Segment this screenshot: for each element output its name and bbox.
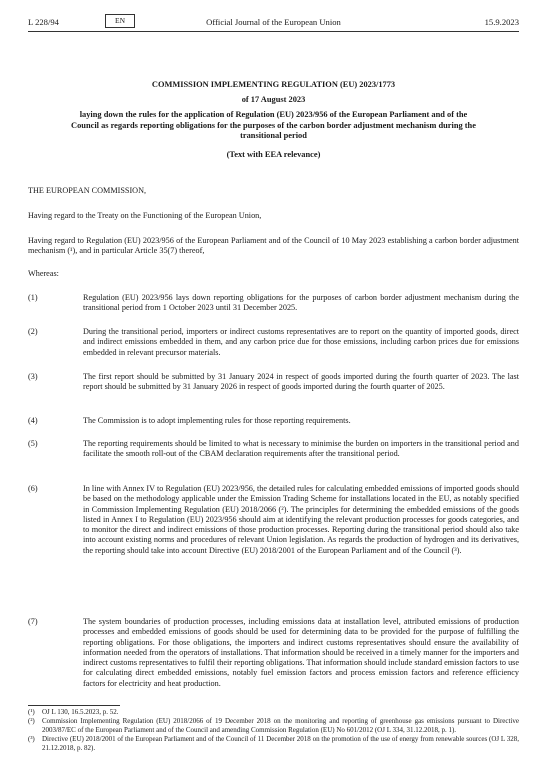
recital-text: Regulation (EU) 2023/956 lays down reporting obligations for the purposes of carbon border adjustment mechanism during the transitional period from 1 October 2023 until 31 December 2025. bbox=[83, 293, 519, 313]
recital-number: (5) bbox=[28, 439, 38, 448]
recital-5 bbox=[28, 439, 519, 460]
footnote-text: Commission Implementing Regulation (EU) 2018/2066 of 19 December 2018 on the monitoring and reporting of greenhouse gas emissions pursuant to Directive 2003/87/EC of the European Parliament and of the Council and amending Commission Regulation (EU) No 601/2012 (OJ L 334, 31.12.2018, p. 1). bbox=[42, 717, 519, 734]
footnote-3 bbox=[28, 735, 519, 753]
recital-6 bbox=[28, 484, 519, 556]
recital-number: (2) bbox=[28, 327, 38, 336]
journal-title: Official Journal of the European Union bbox=[206, 17, 341, 27]
language-badge: EN bbox=[105, 14, 135, 28]
recital-text: The reporting requirements should be limited to what is necessary to minimise the burden on importers in the transitional period and facilitate the smooth roll-out of the CBAM declaration requirements after the transitional period. bbox=[83, 439, 519, 459]
footnote-text: Directive (EU) 2018/2001 of the European Parliament and of the Council of 11 December 2018 on the promotion of the use of energy from renewable sources (OJ L 328, 21.12.2018, p. 82). bbox=[42, 735, 519, 752]
publication-date: 15.9.2023 bbox=[484, 17, 519, 27]
recital-3 bbox=[28, 372, 519, 393]
footnote-rule bbox=[28, 705, 120, 706]
preamble-regulation: Having regard to Regulation (EU) 2023/956 of the European Parliament and of the Council of 10 May 2023 establishing a carbon border adjustment mechanism (¹), and in particular Article 35(7) thereof, bbox=[28, 236, 519, 256]
regulation-title: COMMISSION IMPLEMENTING REGULATION (EU) 2023/1773 bbox=[151, 80, 396, 89]
footnote-number: (¹) bbox=[28, 708, 35, 716]
recital-2 bbox=[28, 327, 519, 358]
footnote-text: OJ L 130, 16.5.2023, p. 52. bbox=[42, 708, 119, 716]
preamble-treaty: Having regard to the Treaty on the Functioning of the European Union, bbox=[28, 211, 262, 220]
recital-4 bbox=[28, 416, 519, 426]
recital-text: During the transitional period, importers or indirect customs representatives are to report on the quantity of imported goods, direct and indirect emissions embedded in them, and any carbon price due for those emissions, including carbon prices due for emissions embedded in relevant precursor materials. bbox=[83, 327, 519, 357]
recital-text: In line with Annex IV to Regulation (EU) 2023/956, the detailed rules for calculating embedded emissions of imported goods should be based on the methodology applicable under the Emission Trading Scheme for installations located in the EU, as notably specified in Commission Implementing Regulation (EU) 2018/2066 (²). The principles for determining the embedded emissions of the goods listed in Annex I to Regulation (EU) 2023/956 should aim at identifying the relevant production processes for goods categories, and to monitor the direct and indirect emissions of those production processes. Reporting during the transitional period should also take into account existing norms and procedures of relevant Union legislation. As regards the production of hydrogen and its derivatives, the reporting should take into account Directive (EU) 2018/2001 of the European Parliament and of the Council (³). bbox=[83, 484, 519, 555]
recital-text: The first report should be submitted by 31 January 2024 in respect of goods imported during the fourth quarter of 2023. The last report should be submitted by 31 January 2026 in respect of goods imported during the fourth quarter of 2025. bbox=[83, 372, 519, 392]
recital-text: The system boundaries of production processes, including emissions data at installation level, attributed emissions of production processes and embedded emissions of goods should be used for determining data to be provided for the purpose of fulfilling the reporting obligations. For those obligations, the importers and indirect customs representatives should ensure the availability of information needed from the operators of installations. That information should be received in a timely manner for the importers and indirect customs representatives to fulfil their reporting obligations. That information should include standard emission factors to use for calculating direct embedded emissions, notably fuel emission factors and process emission factors and reference efficiency factors for electricity and heat production. bbox=[83, 617, 519, 688]
footnote-number: (²) bbox=[28, 717, 35, 725]
preamble-whereas: Whereas: bbox=[28, 269, 59, 278]
recital-number: (6) bbox=[28, 484, 38, 493]
header-rule bbox=[28, 31, 519, 32]
recital-7 bbox=[28, 617, 519, 689]
recital-1 bbox=[28, 293, 519, 314]
page-header bbox=[28, 15, 519, 29]
recital-text: The Commission is to adopt implementing rules for those reporting requirements. bbox=[83, 416, 351, 425]
page-reference: L 228/94 bbox=[28, 17, 59, 27]
regulation-subject: laying down the rules for the application of Regulation (EU) 2023/956 of the European Parliament and of the Council as regards reporting obligations for the purposes of the carbon border adjustment mechanism during the transitional period bbox=[71, 110, 476, 140]
recital-number: (7) bbox=[28, 617, 38, 626]
recital-number: (1) bbox=[28, 293, 38, 302]
preamble-commission: THE EUROPEAN COMMISSION, bbox=[28, 186, 147, 195]
eea-relevance: (Text with EEA relevance) bbox=[226, 150, 321, 159]
footnote-number: (³) bbox=[28, 735, 35, 743]
regulation-date: of 17 August 2023 bbox=[241, 95, 306, 104]
footnotes bbox=[28, 708, 519, 753]
footnote-2 bbox=[28, 717, 519, 735]
footnote-1 bbox=[28, 708, 519, 717]
recital-number: (4) bbox=[28, 416, 38, 425]
recital-number: (3) bbox=[28, 372, 38, 381]
